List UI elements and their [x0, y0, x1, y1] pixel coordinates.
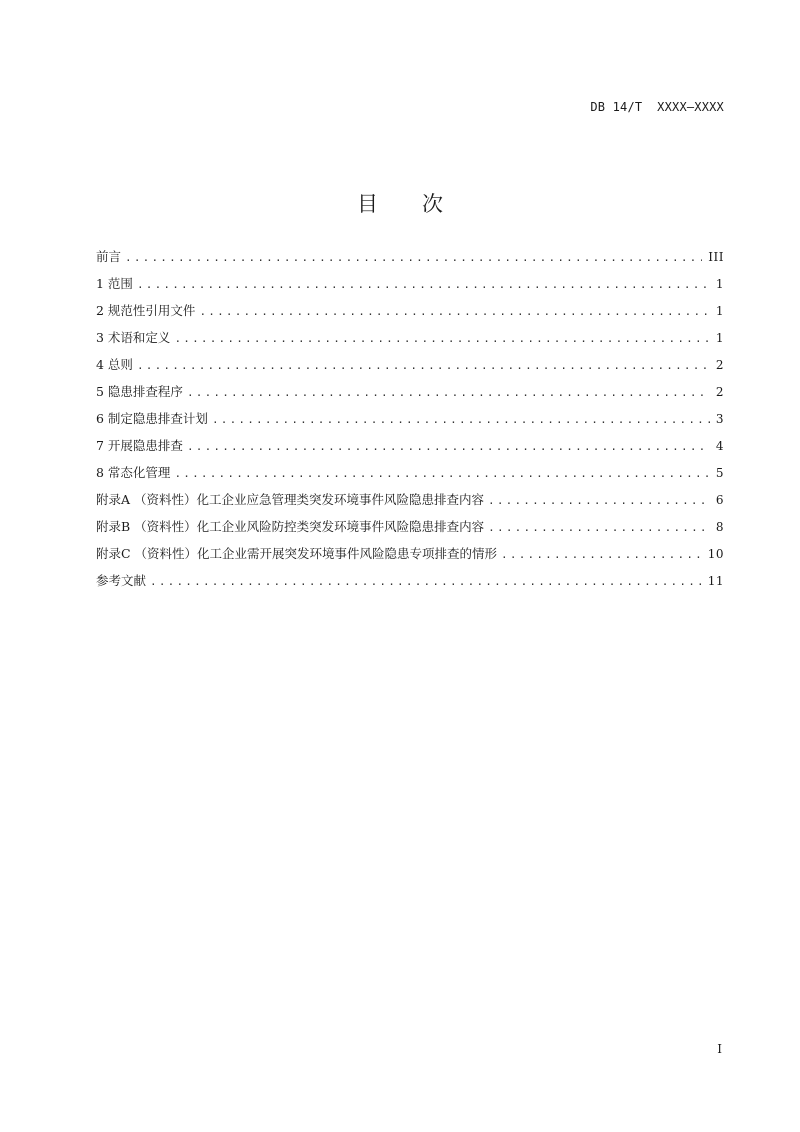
table-of-contents — [96, 248, 724, 599]
toc-entry[interactable] — [96, 491, 724, 518]
toc-entry[interactable] — [96, 437, 724, 464]
toc-entry-label: 1 范围 — [96, 276, 133, 291]
toc-dot-leader — [187, 438, 710, 456]
toc-entry-label: 5 隐患排查程序 — [96, 384, 183, 399]
toc-dot-leader — [150, 573, 702, 591]
toc-entry-page-number: 8 — [715, 520, 724, 534]
toc-entry-page-number: 3 — [715, 412, 724, 426]
toc-entry-page-number: 4 — [715, 439, 724, 453]
toc-entry[interactable] — [96, 410, 724, 437]
toc-entry[interactable] — [96, 275, 724, 302]
page-number: I — [717, 1042, 722, 1056]
toc-entry-page-number: 11 — [707, 574, 724, 588]
toc-dot-leader — [174, 330, 709, 348]
toc-dot-leader — [125, 249, 702, 267]
toc-entry-page-number: III — [708, 250, 724, 264]
toc-entry[interactable] — [96, 464, 724, 491]
toc-entry[interactable] — [96, 572, 724, 599]
toc-entry-page-number: 1 — [715, 277, 724, 291]
toc-dot-leader — [174, 465, 709, 483]
toc-entry[interactable] — [96, 518, 724, 545]
page-title-left: 目 — [357, 192, 378, 216]
toc-entry-page-number: 1 — [715, 331, 724, 345]
page-title — [0, 188, 800, 218]
toc-entry-label: 参考文献 — [96, 573, 147, 588]
toc-entry-page-number: 2 — [715, 358, 724, 372]
toc-entry[interactable] — [96, 248, 724, 275]
toc-entry[interactable] — [96, 329, 724, 356]
toc-entry-page-number: 1 — [715, 304, 724, 318]
toc-dot-leader — [137, 276, 710, 294]
toc-entry-label: 8 常态化管理 — [96, 465, 171, 480]
toc-entry-page-number: 2 — [715, 385, 724, 399]
standard-code: DB 14/T XXXX—XXXX — [590, 100, 724, 114]
toc-entry-label: 附录B （资料性）化工企业风险防控类突发环境事件风险隐患排查内容 — [96, 519, 485, 534]
toc-entry[interactable] — [96, 302, 724, 329]
toc-entry-label: 7 开展隐患排查 — [96, 438, 183, 453]
toc-entry-page-number: 10 — [707, 547, 724, 561]
toc-entry-page-number: 5 — [715, 466, 724, 480]
toc-dot-leader — [187, 384, 710, 402]
toc-dot-leader — [199, 303, 709, 321]
toc-entry-label: 4 总则 — [96, 357, 133, 372]
toc-dot-leader — [488, 519, 710, 537]
toc-dot-leader — [137, 357, 710, 375]
toc-entry-label: 前言 — [96, 249, 122, 264]
toc-dot-leader — [212, 411, 710, 429]
toc-entry-label: 3 术语和定义 — [96, 330, 171, 345]
toc-entry-label: 2 规范性引用文件 — [96, 303, 196, 318]
toc-entry-label: 附录A （资料性）化工企业应急管理类突发环境事件风险隐患排查内容 — [96, 492, 485, 507]
toc-entry-label: 附录C （资料性）化工企业需开展突发环境事件风险隐患专项排查的情形 — [96, 546, 498, 561]
toc-entry[interactable] — [96, 383, 724, 410]
toc-dot-leader — [488, 492, 710, 510]
toc-entry-page-number: 6 — [715, 493, 724, 507]
toc-entry[interactable] — [96, 545, 724, 572]
toc-entry-label: 6 制定隐患排查计划 — [96, 411, 208, 426]
toc-dot-leader — [501, 546, 702, 564]
toc-entry[interactable] — [96, 356, 724, 383]
page-title-right: 次 — [422, 192, 443, 216]
